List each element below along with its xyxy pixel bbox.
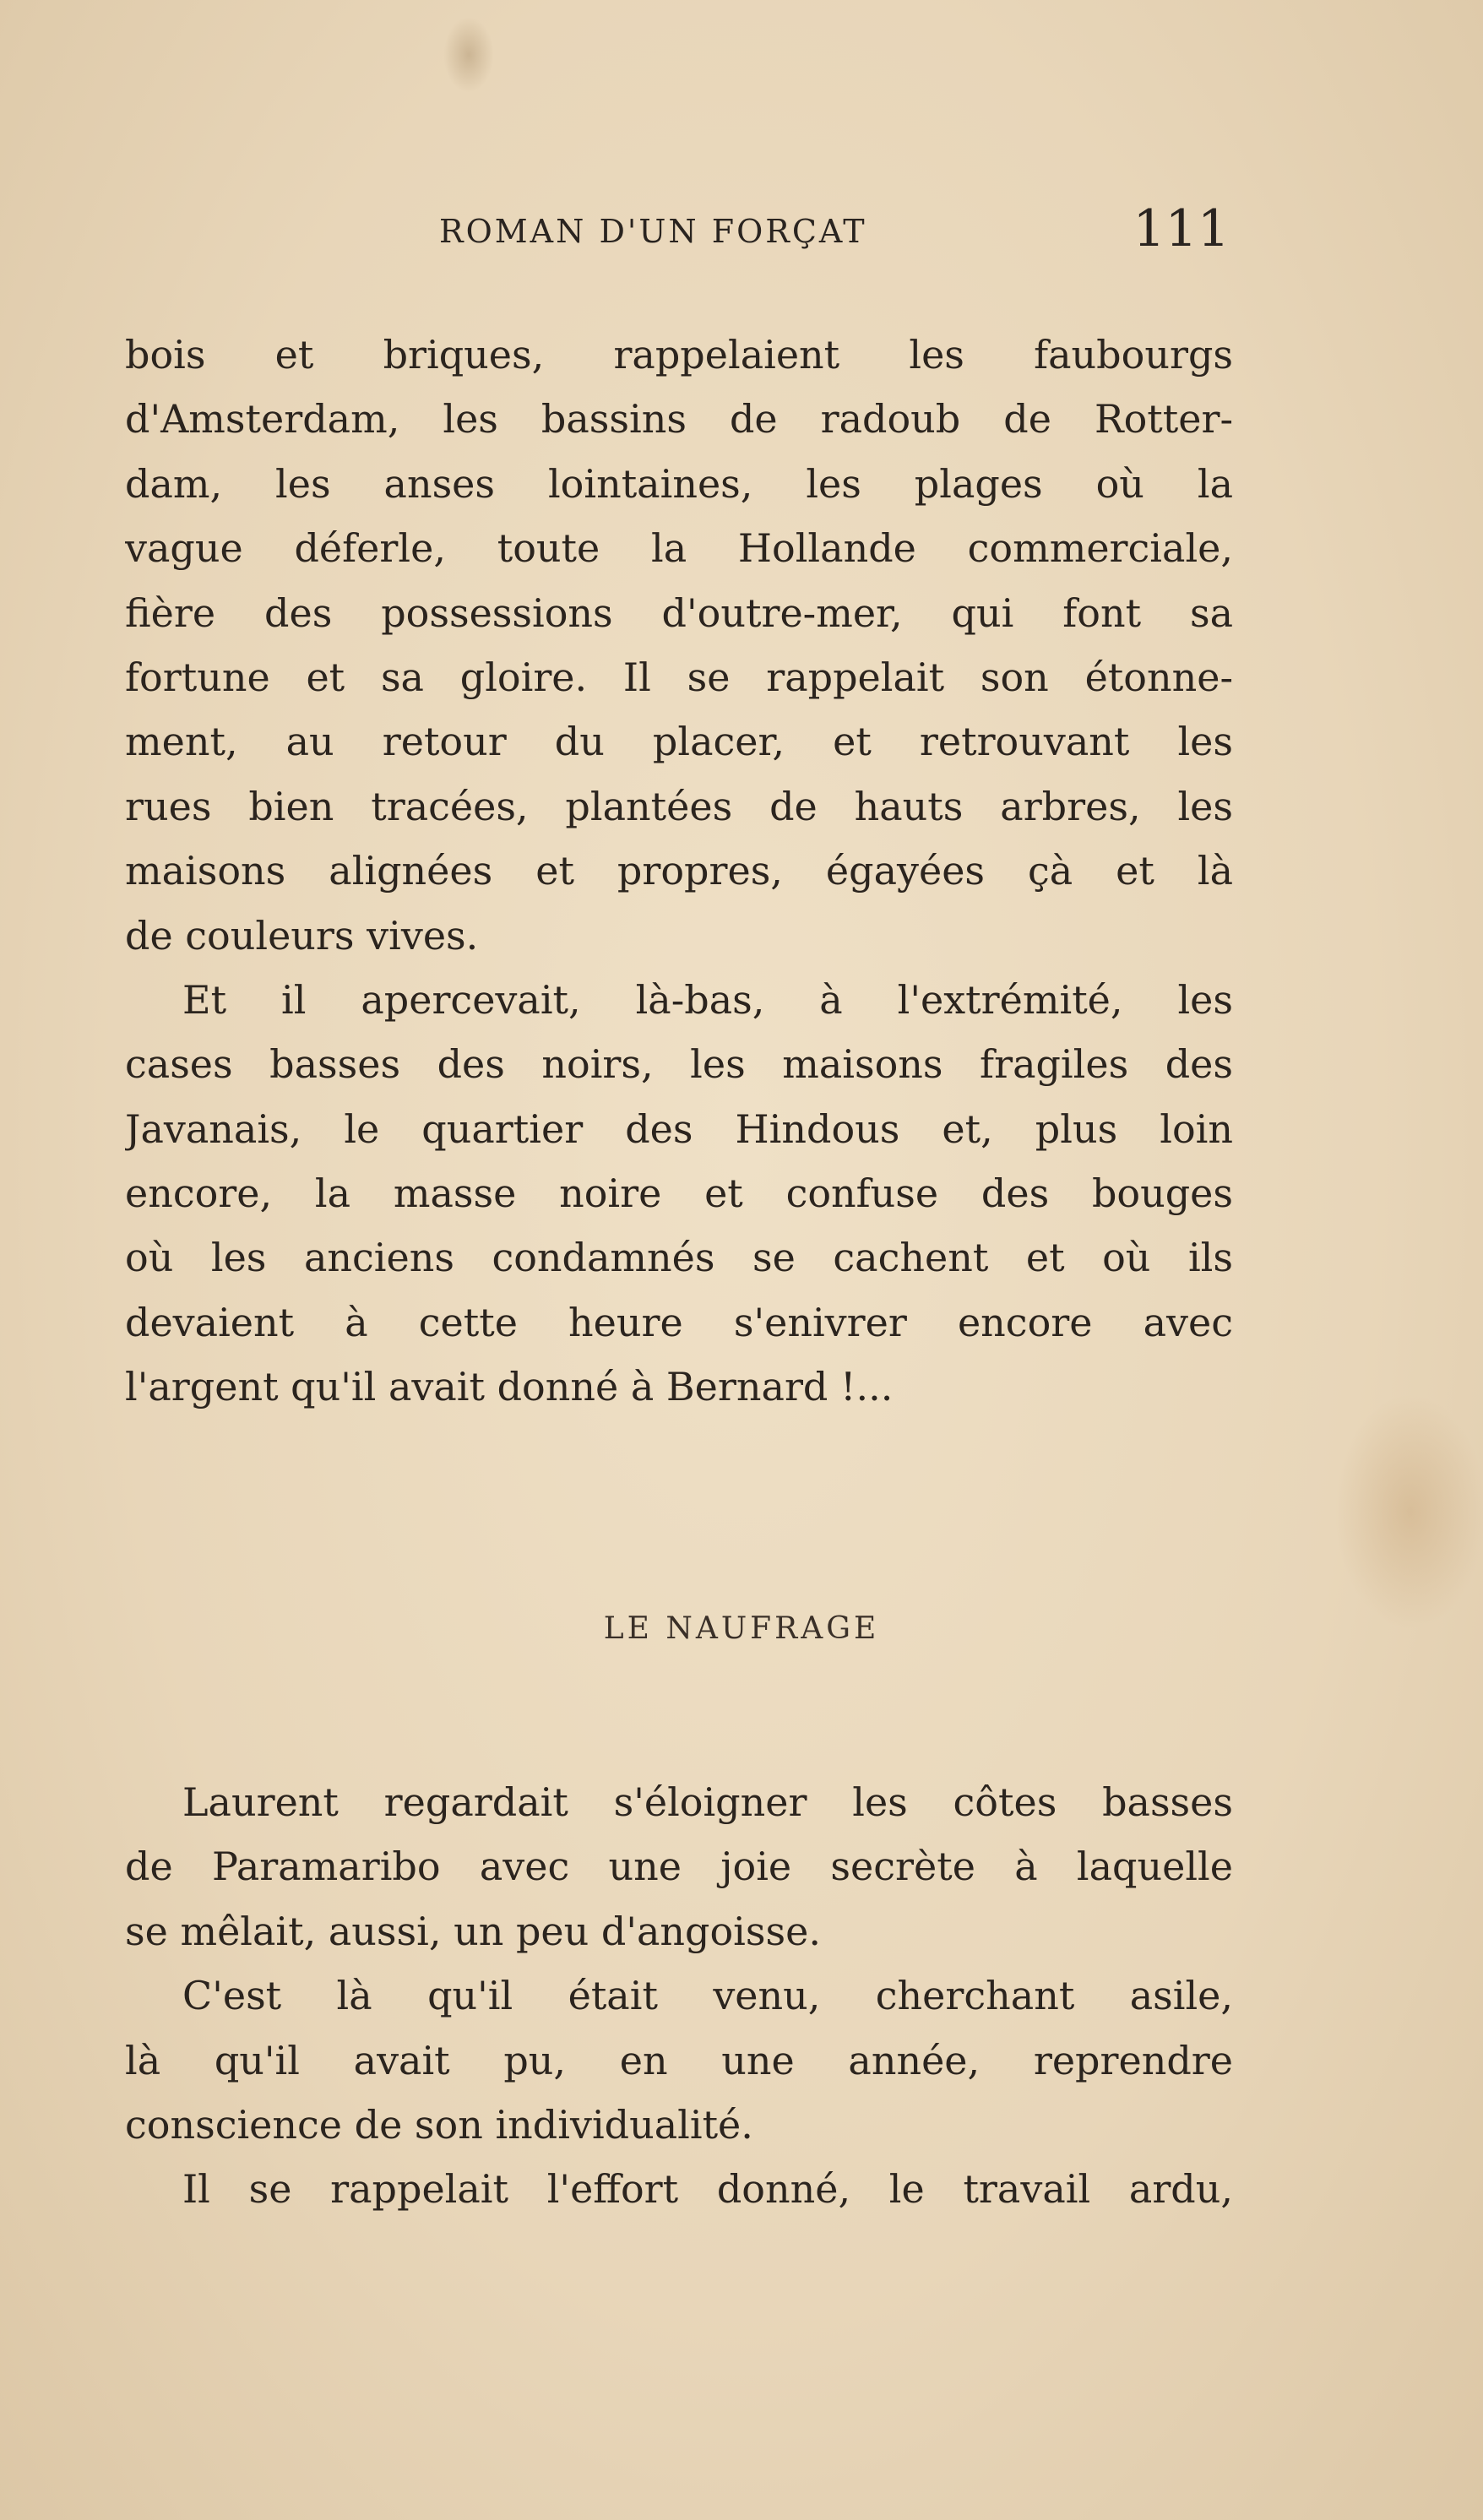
text-line: fortune et sa gloire. Il se rappelait son étonne-: [125, 654, 1233, 700]
text-line: là qu'il avait pu, en une année, reprendre: [125, 2037, 1233, 2083]
text-block-after: [125, 1770, 1233, 2222]
text-line: de couleurs vives.: [125, 912, 479, 959]
text-line: cases basses des noirs, les maisons fragiles des: [125, 1041, 1233, 1088]
paragraph: [125, 323, 1233, 968]
text-line: Laurent regardait s'éloigner les côtes basses: [182, 1779, 1233, 1825]
text-line: de Paramaribo avec une joie secrète à laquelle: [125, 1844, 1233, 1890]
page-header: [127, 196, 1230, 263]
text-line: maisons alignées et propres, égayées çà et là: [125, 848, 1233, 894]
text-line: Il se rappelait l'effort donné, le travail ardu,: [182, 2166, 1233, 2213]
section-title: LE NAUFRAGE: [603, 1611, 880, 1646]
page-number: 111: [1133, 199, 1230, 258]
text-line: fière des possessions d'outre-mer, qui font sa: [125, 589, 1233, 636]
text-line: Et il apercevait, là-bas, à l'extrémité, les: [182, 976, 1233, 1023]
paragraph: [125, 1963, 1233, 2157]
paragraph: [125, 1770, 1233, 1963]
text-line: ment, au retour du placer, et retrouvant les: [125, 719, 1233, 765]
text-line: conscience de son individualité.: [125, 2101, 753, 2148]
paragraph: [125, 2157, 1233, 2221]
text-line: vague déferle, toute la Hollande commerciale,: [125, 525, 1233, 572]
text-line: C'est là qu'il était venu, cherchant asile,: [182, 1973, 1233, 2019]
text-line: où les anciens condamnés se cachent et où ils: [125, 1235, 1233, 1281]
text-line: Javanais, le quartier des Hindous et, plus loin: [125, 1105, 1233, 1152]
text-line: d'Amsterdam, les bassins de radoub de Rotter-: [125, 396, 1233, 443]
text-line: rues bien tracées, plantées de hauts arbres, les: [125, 783, 1233, 829]
paragraph: [125, 968, 1233, 1420]
text-line: se mêlait, aussi, un peu d'angoisse.: [125, 1908, 821, 1954]
running-title: ROMAN D'UN FORÇAT: [439, 213, 867, 250]
text-line: dam, les anses lointaines, les plages où la: [125, 460, 1233, 507]
text-line: encore, la masse noire et confuse des bouges: [125, 1170, 1233, 1217]
paper-stain: [443, 17, 494, 93]
text-line: bois et briques, rappelaient les faubourgs: [125, 332, 1233, 377]
text-line: l'argent qu'il avait donné à Bernard !...: [125, 1364, 894, 1410]
paper-stain: [1334, 1393, 1483, 1630]
text-block-before: [125, 323, 1233, 1420]
text-line: devaient à cette heure s'enivrer encore avec: [125, 1299, 1233, 1345]
